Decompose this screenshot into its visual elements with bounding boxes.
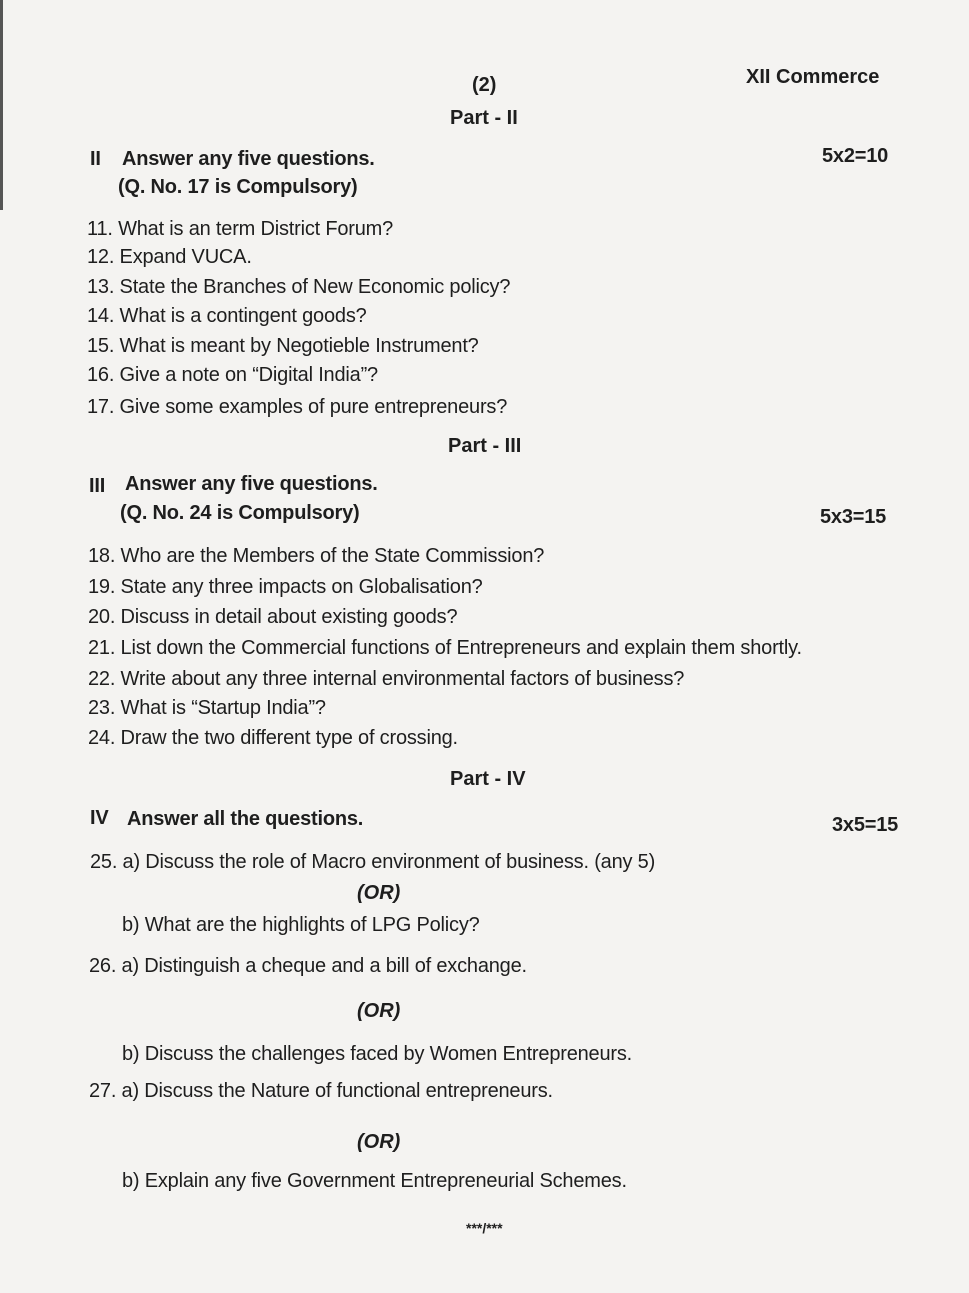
- part-4-numeral: IV: [90, 807, 109, 829]
- or-label-26: (OR): [357, 1000, 401, 1022]
- question-14: 14. What is a contingent goods?: [87, 305, 367, 327]
- question-11: 11. What is an term District Forum?: [87, 218, 394, 240]
- class-name: XII Commerce: [746, 66, 880, 88]
- question-22: 22. Write about any three internal environmental factors of business?: [88, 668, 685, 690]
- part-2-title: Part - II: [450, 107, 518, 129]
- part-4-marks: 3x5=15: [832, 814, 899, 836]
- question-18: 18. Who are the Members of the State Commission?: [88, 545, 545, 567]
- part-3-compulsory-note: (Q. No. 24 is Compulsory): [120, 502, 360, 524]
- part-3-instruction: Answer any five questions.: [125, 473, 378, 495]
- question-19: 19. State any three impacts on Globalisation?: [88, 576, 483, 598]
- part-2-instruction: Answer any five questions.: [122, 148, 375, 170]
- question-27a: 27. a) Discuss the Nature of functional entrepreneurs.: [89, 1080, 553, 1102]
- page-number: (2): [472, 74, 497, 96]
- question-21: 21. List down the Commercial functions of Entrepreneurs and explain them shortly.: [88, 637, 802, 659]
- part-4-instruction: Answer all the questions.: [127, 808, 364, 830]
- part-3-title: Part - III: [448, 435, 522, 457]
- question-12: 12. Expand VUCA.: [87, 246, 252, 268]
- question-17: 17. Give some examples of pure entrepreneurs?: [87, 396, 508, 418]
- question-25a: 25. a) Discuss the role of Macro environment of business. (any 5): [90, 851, 656, 873]
- or-label-27: (OR): [357, 1131, 401, 1153]
- part-3-marks: 5x3=15: [820, 506, 887, 528]
- or-label-25: (OR): [357, 882, 401, 904]
- question-25b: b) What are the highlights of LPG Policy?: [122, 914, 480, 936]
- question-27b: b) Explain any five Government Entrepreneurial Schemes.: [122, 1170, 627, 1192]
- part-2-compulsory-note: (Q. No. 17 is Compulsory): [118, 176, 358, 198]
- question-26a: 26. a) Distinguish a cheque and a bill of exchange.: [89, 955, 527, 977]
- question-15: 15. What is meant by Negotieble Instrument?: [87, 335, 479, 357]
- part-2-numeral: II: [90, 148, 101, 170]
- part-2-marks: 5x2=10: [822, 145, 889, 167]
- question-16: 16. Give a note on “Digital India”?: [87, 364, 378, 386]
- part-4-title: Part - IV: [450, 768, 526, 790]
- part-3-numeral: III: [89, 475, 106, 497]
- question-13: 13. State the Branches of New Economic policy?: [87, 276, 511, 298]
- page-edge-shadow: [0, 0, 3, 210]
- question-26b: b) Discuss the challenges faced by Women Entrepreneurs.: [122, 1043, 633, 1065]
- question-20: 20. Discuss in detail about existing goods?: [88, 606, 458, 628]
- question-23: 23. What is “Startup India”?: [88, 697, 326, 719]
- end-mark: ***/***: [466, 1220, 503, 1236]
- question-24: 24. Draw the two different type of crossing.: [88, 727, 458, 749]
